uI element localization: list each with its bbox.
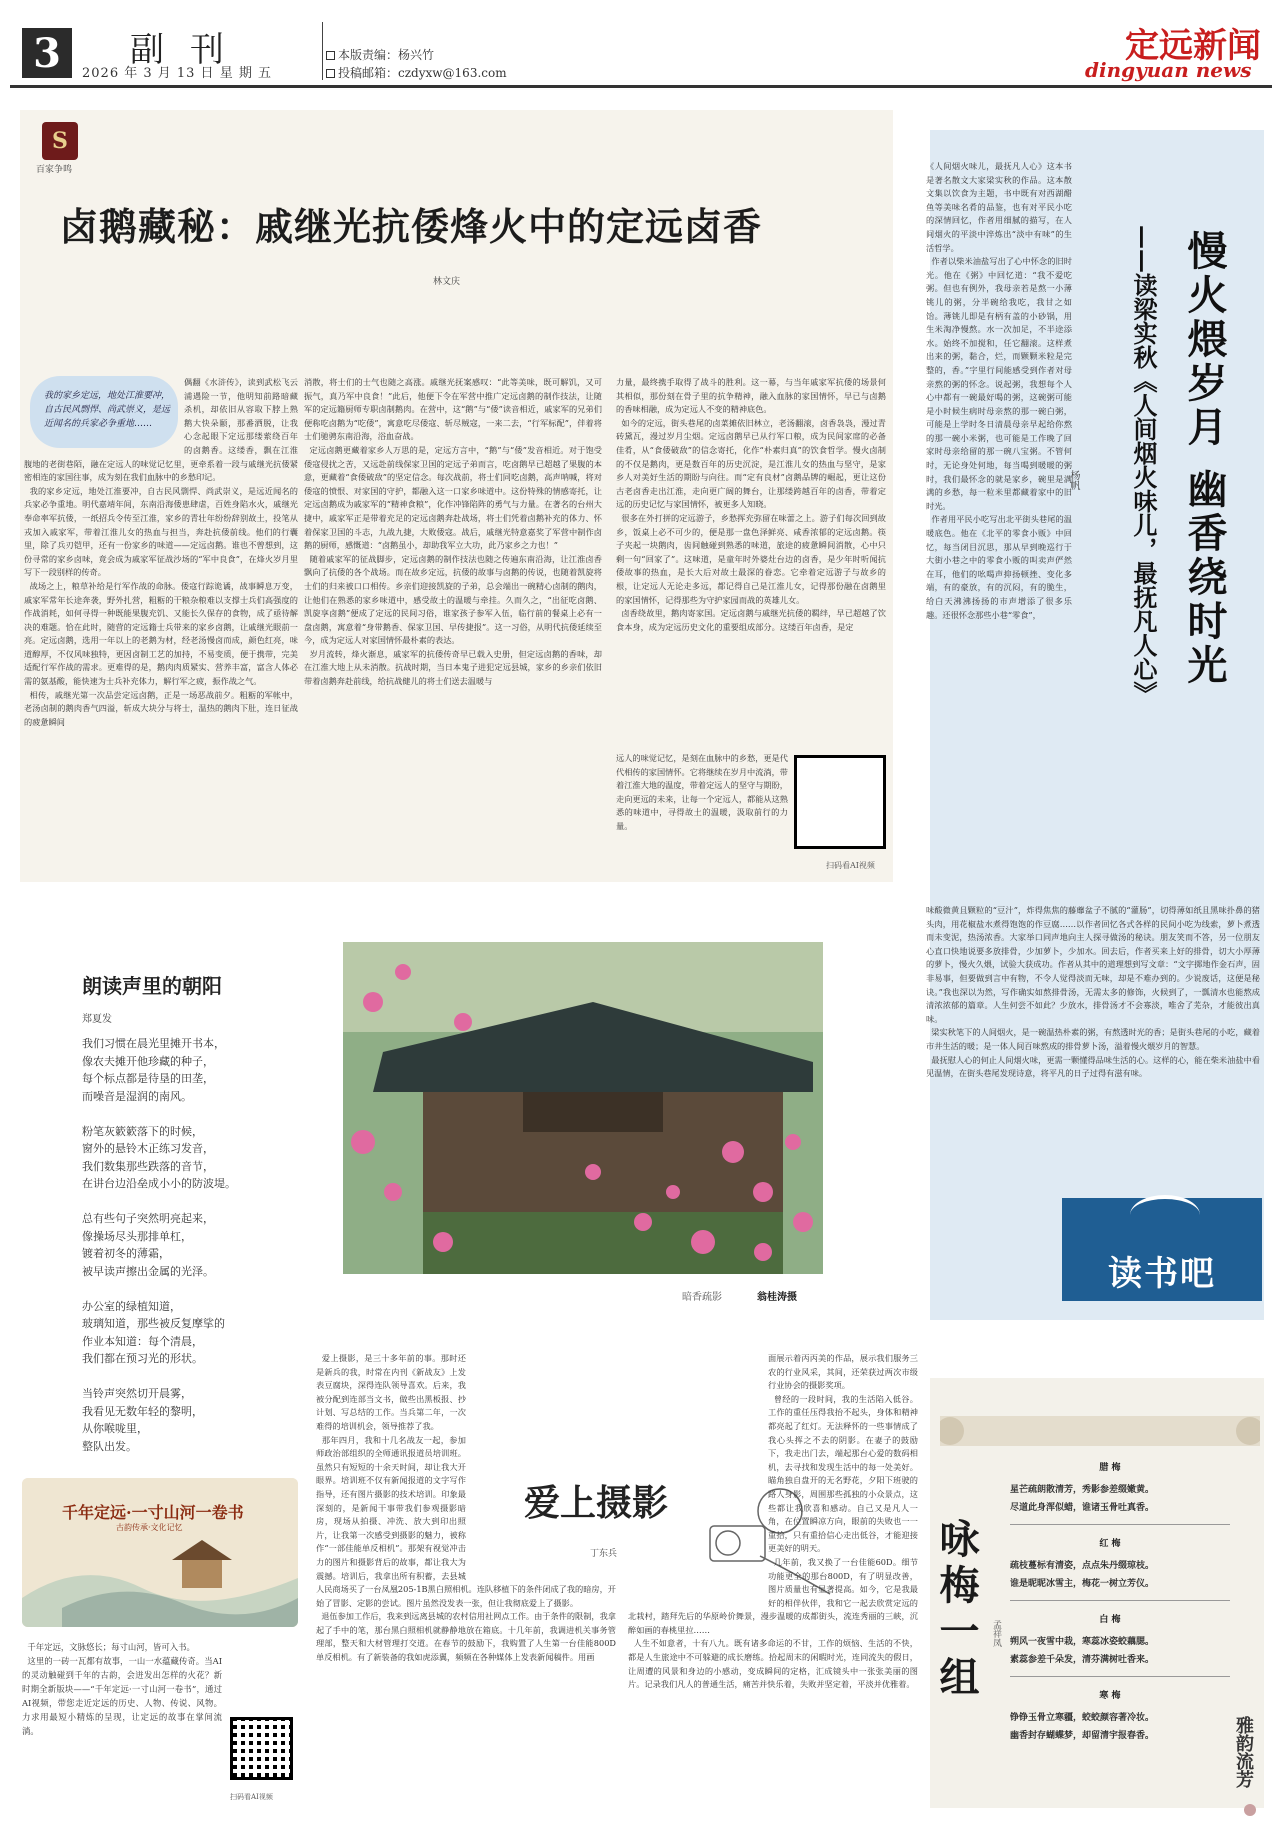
poem-divider: [1010, 1524, 1230, 1525]
scroll-icon: [940, 1396, 1260, 1466]
poem-divider: [1010, 1676, 1230, 1677]
qr-code-2[interactable]: [230, 1717, 293, 1780]
poem-line: 星芒疏朗散清芳，秀影参差缀嫩黄。: [1010, 1485, 1155, 1495]
poem-line: 素蕊参差千朵发，清芬满树吐香来。: [1010, 1655, 1155, 1665]
issue-date: 2026 年 3 月 13 日 星 期 五: [82, 66, 272, 81]
poem-heading: 腊 梅: [1099, 1463, 1121, 1473]
photo-article-column-2: [628, 1352, 918, 1818]
open-book-icon: [1130, 1195, 1200, 1235]
pull-quote: 我的家乡定远，地处江淮要冲，自古民风剽悍、尚武崇义，是远近闻名的兵家必争重地……: [30, 376, 178, 448]
checkbox-icon: [326, 69, 335, 78]
image-spacer: [628, 1352, 768, 1602]
email-text: 投稿邮箱：czdyxw@163.com: [338, 66, 507, 80]
scroll-decoration: [940, 1396, 1260, 1466]
article-author: 林文庆: [432, 277, 460, 287]
column-logo-caption: 百家争鸣: [36, 165, 73, 175]
poem-heading: 白 梅: [1099, 1615, 1121, 1625]
header-divider: [322, 22, 323, 80]
article-column-2: 消散，将士们的士气也随之高涨。戚继光抚案感叹：“此等美味，既可解饥，又可振气，真乃军中良食！”此后，他便下令在军营中推广定远卤鹅的制作技法，让随军的定远籍厨师专职卤制鹅肉。在营中，这“鹅”与“倭”读音相近，戚家军的兄弟们便称吃卤鹅为“吃倭”，寓意吃尽倭寇、斩尽贼寇，一来二去，“行军标配”，伴着将士们驰骋东南沿海，浴血奋战。 定远卤鹅更藏着家乡人万思的是，定远方言中，“鹅”与“倭”发音相近。对于饱受倭寇侵扰之苦，又远赴前线保家卫国的定远子弟而言，吃卤鹅早已超越了果腹的本意，更藏着“食倭破敌”的坚定信念。每次战前，将士们同吃卤鹅，高声呐喊，将对倭寇的愤恨、对家国的守护，都融入这一口家乡味道中。这份特殊的情感寄托，让定远卤鹅成为戚家军的“精神食粮”，化作冲锋陷阵的勇气与力量。在著名的台州大捷中，戚家军正是带着充足的定远卤鹅奔赴战场，将士们凭着卤鹅补充的体力、怀着保家卫国的斗志，九战九捷，大败倭寇。战后，戚继光特意嘉奖了军营中制作卤鹅的厨师，感慨道：“卤鹅虽小，却助我军立大功，此乃家乡之力也！” 随着戚家军的征战脚步，定远卤鹅的制作技法也随之传遍东南沿海，让江淮卤香飘向了抗倭的各个战场。而在故乡定远，抗倭的故事与卤鹅的传说，也随着凯旋将士们的归来被口口相传。乡亲们迎接凯旋的子弟，总会端出一碗精心卤制的鹅肉，让他们在熟悉的家乡味道中，感受故土的温暖与牵挂。久而久之，“出征吃卤鹅、凯旋享卤鹅”便成了定远的民间习俗，谁家孩子参军入伍，临行前的餐桌上必有一盘卤鹅，寓意着“身带鹅香、保家卫国、早传捷报”。这一习俗，从明代抗倭延续至今，成为定远人对家国情怀最朴素的表达。 岁月流转，烽火渐息，戚家军的抗倭传奇早已载入史册，但定远卤鹅的香味，却在江淮大地上从未消散。抗战时期，当日本鬼子进犯定远县城，家乡的乡亲们依旧带着卤鹅奔赴前线，给抗战健儿的将士们送去温暖与: [304, 377, 602, 687]
photo-article-column-1: [316, 1352, 616, 1818]
photo-plum-pavilion: [343, 942, 823, 1274]
right-article-body: 《人间烟火味儿，最抚凡人心》这本书是著名散文大家梁实秋的作品。这本散文集以饮食为主题，书中既有对西湖醋鱼等美味名肴的品鉴，也有对平民小吃的深情回忆，作者用细腻的描写，在人间烟火的平淡中淬炼出“淡中有味”的生活哲学。 作者以柴米油盐写出了心中怀念的旧时光。他在《粥》中回忆道：“我不爱吃粥。但也有例外，我母亲若是熬一小薄铫儿的粥，分半碗给我吃，我甘之如饴。薄铫儿即是有柄有盖的小砂锅，用生米淘净慢熬。水一次加足，不半途添水。始终不加搅和，任它翻滚。这样煮出来的粥，黏合，烂，而颗颗米粒是完整的，香。”字里行间能感受到作者对母亲熬的粥的怀念。说起粥，我想每个人心中都有一碗最好喝的粥，这碗粥可能是小时候生病时母亲熬的那一碗白粥，可能是上学时冬日清晨母亲早起给你熬的那一碗小米粥，也可能是工作晚了回家时母亲给留的那一碗八宝粥。不管何时，无论身处何地，每当喝到暖暖的粥时，我们最怀念的就是家乡，碗里是满满的乡愁，每一粒米里都藏着家中的旧时光。 作者用平民小吃写出北平街头巷尾的温暖底色。他在《北平的零食小贩》中回忆，每当闭目沉思，那从早到晚巡行于大街小巷之中的零食小贩的叫卖声俨然在耳，他们的吆喝声抑扬顿挫、变化多端，有的豪放，有的沉闷，有的脆生，给白天沸沸扬扬的市声增添了很多乐趣。还很怀念那些小巷“零食”，: [926, 161, 1072, 620]
qr-caption-2: 扫码看AI视频: [230, 1793, 273, 1801]
photo-illustration: [343, 942, 823, 1274]
photo-article-column-2-text: 面展示着丙丙美的作品，展示我们服务三农的行业风采，其间，还荣获过两次市级行业协会的摄影奖项。 曾经的一段时间，我的生活陷入低谷。工作的重任压得我抬不起头，身体和精神都亮起了红灯。无法释怀的一些事情成了我心头挥之不去的阴影。在妻子的鼓励下，我走出门去，端起那台心爱的数码相机，去寻找和发现生活中的每一处美好。瞄角独自盘开的无名野花，夕阳下班驶的路人身影，周围那些孤独的小众景点，这些都让我欣喜和感动。自己又是凡人一角，在位置瞬凉方向，眼前的失败也一一重拾，只有重拾信心走出低谷，才能迎接更美好的明天。 几年前，我又换了一台佳能60D。细节功能更全的那台800D，有了明显改善，图片质量也有显著提高。如今，它是我最好的相伴伙伴，我和它一起去欣赏定远的北栽村，踏拜先后的华原岭价舞景，漫步温暖的成都街头，流连秀丽的三峡，沉醉如画的春桃里拉…… 人生不如意者，十有八九。既有诸多命运的不甘，工作的烦恼、生活的不快，都是人生旅途中不可躲避的成长磨练。拾起周末的闲暇时光，连同流失的假日，让周遭的风景和身边的小感动，变成瞬间的定格，汇成镜头中一张张美丽的图片。记录我们凡人的普通生活，痛苦并快乐着，失败并坚定着，平淡并优雅着。: [628, 1353, 918, 1690]
photo-article-column-1-text: 爱上摄影，是三十多年前的事。那时还是新兵的我，时常在内刊《新战友》上发表豆腐块，深得连队领导喜欢。后来，我被分配到连部当文书，做些出黑板报、抄计划、写总结的工作。当兵第二年，一次难得的培训机会，领导推荐了我。 那年四月，我和十几名战友一起，参加师政治部组织的全师通讯报道员培训班。虽然只有短短的十余天时间，却让我大开眼界。培训班不仅有新闻报道的文字写作指导，还有图片摄影的技术培训。印象最深刻的，是新闻干事带我们参观摄影暗房，现场从拍摄、冲洗、放大到印出照片，让我第一次感受到摄影的魅力，被称作“一部佳能单反相机”。那架有视觉冲击力的图片和摄影背后的故事，都让我大为震撼。培训后，我拿出所有积蓄，去县城人民商场买了一台凤凰205-1B黑白照相机。连队移植下的条件闭成了我的暗房，开始了冒影、定影的尝试。图片虽然没发表一张，但让我彻底爱上了摄影。 退伍参加工作后，我来到远离县城的农村信用社网点工作。由于条件的限制，我拿起了手中的笔，那台黑白照相机就静静地放在箱底。十几年前，我调进机关事务管理部，整天和大材管理打交道。在春节的鼓励下，我购置了人生第一台佳能800D单反相机。有了新装备的我如虎添翼，频频在各种媒体上发表新闻稿件。用画: [316, 1353, 616, 1663]
poem-heading: 寒 梅: [1099, 1691, 1121, 1701]
banner-subtitle: 古韵传承·文化记忆: [116, 1523, 183, 1532]
brand-logo-en: dingyuan news: [1085, 58, 1252, 82]
email-line: [326, 64, 507, 81]
article-title: 卤鹅藏秘：戚继光抗倭烽火中的定远卤香: [60, 204, 763, 249]
right-article-body-2: 味酸微黄且颗粒的“豆汁”，炸得焦焦的藤蘼盆子不腻的“灌肠”，切得薄如纸且黑味扑鼻的猪头肉，用花椒盐水煮得饱饱的作豆腐……以作者回忆各式各样的民间小吃为线索，萝卜煮透而未变泥，热汤浓香。大家举口同声地向主人探寻做汤的秘诀。朋友笑而不答，另一位朋友心直口快地说要多放排骨，少加萝卜，少加水。回去后，作者买来上好的排骨，切大小厚薄的萝卜，慢火久煨，试验大获成功。作者从其中的道理想到写文章：“文字掷地作金石声，固非易事，但要做到言中有物，不令人觉得淡而无味，却是不难办到的。少说废话，这便是秘诀。”我也深以为然，写作确实如熬排骨汤，无需太多的修饰，火候到了，一瓢清水也能熬成清浓浓郁的篇章。人生何尝不如此？少放水，排骨汤才不会寡淡，唯舍了芜杂，才能彼出真味。 梁实秋笔下的人间烟火，是一碗温热朴素的粥，有熬透时光的香；是街头巷尾的小吃，藏着市井生活的暖；是一体人间百味熬成的排骨萝卜汤，溢着慢火煨岁月的智慧。 最抚慰人心的何止人间烟火味，更需一颗懂得品味生活的心。这样的心，能在柴米油盐中看见温情，在街头巷尾发现诗意，将平凡的日子过得有滋有味。: [926, 905, 1260, 1079]
checkbox-icon: [326, 51, 335, 60]
poem-heading: 红 梅: [1099, 1539, 1121, 1549]
title-spacer: [466, 1352, 616, 1580]
plum-blossom-icon: [1240, 1800, 1260, 1820]
poem-body: 我们习惯在晨光里摊开书本， 像农夫摊开他珍藏的种子， 每个标点都是待垦的田垄， 而噪音是湿润的南风。 粉笔灰簌簌落下的时候， 窗外的悬铃木正练习发音， 我们数集那些跌落的音节， 在讲台边沿垒成小小的防波堤。 总有些句子突然明亮起来， 像操场尽头那排单杠， 镀着初冬的薄霜， 被早读声擦出金属的光泽。 办公室的绿植知道， 玻璃知道，那些被反复摩挲的 作业本知道：每个清晨， 我们都在预习光的形状。 当铃声突然切开晨雾， 我看见无数年轻的黎明， 从你喉咙里， 整队出发。: [82, 1037, 236, 1453]
poem-author: 郑夏发: [82, 1014, 112, 1025]
page-number: 3: [22, 28, 72, 78]
qr-caption: 扫码看AI视频: [826, 861, 875, 870]
poem-line: 疏枝蔓标有清姿，点点朱丹缀琼枝。: [1010, 1561, 1155, 1571]
poem-line: 朔风一夜雪中栽，寒蕊冰姿蛟藕腮。: [1010, 1637, 1155, 1647]
article-column-1: [24, 376, 298, 862]
editor-text: 本版责编：杨兴竹: [338, 48, 435, 62]
plum-poems-title: 咏梅一组: [933, 1518, 980, 1702]
plum-poems-author: 孟祥凤: [991, 1620, 1001, 1647]
photo-credit: 翁桂涛摄: [757, 1292, 797, 1303]
photo-article-title: 爱上摄影: [524, 1482, 669, 1524]
poem-line: 谁是昵昵冰雪主，梅花一树立芳仪。: [1010, 1579, 1155, 1589]
banner-body: 千年定远，文脉悠长；每寸山河，皆可入书。 这里的一砖一瓦都有故事，一山一水蕴藏传奇。当AI的灵动触碰到千年的古韵，会迸发出怎样的火花？新时期全新版块——“千年定远·一寸山河一卷书”，通过AI视频，带您走近定远的历史、人物、传说、风物。力求用最短小精炼的呈现，让定远的故事在掌间流淌。: [22, 1642, 222, 1736]
poem-line: 铮铮玉骨立寒疆，蛟蛟颜容著冷妆。: [1010, 1713, 1155, 1723]
poem-line: 幽香封存蝴蝶梦，却留清宇报春香。: [1010, 1731, 1155, 1741]
right-article-title: 慢火煨岁月 幽香绕时光: [1181, 230, 1228, 688]
article-column-1-text: 偶翻《水浒传》，读到武松飞云浦遇险一节，他明知前路暗藏杀机，却依旧从容取下脖上熟鹅大快朵颐，那番洒脱，让我心念起眼下定远那缕萦绕百年的卤鹅香。这缕香，飘在江淮腹地的老街巷陌，融在定远人的味觉记忆里，更牵系着一段与戚继光抗倭紧密相连的家国往事，成为刻在我们血脉中的乡愁印记。 我的家乡定远，地处江淮要冲，自古民风剽悍、尚武崇义，是远近闻名的兵家必争重地。明代嘉靖年间，东南沿海倭患肆虐，百姓身陷水火，戚继光奉命率军抗倭，一纸招兵令传至江淮，家乡的青壮年纷纷辞别故土，投笔从戎加入戚家军，带着江淮儿女的热血与担当，奔赴抗倭前线。他们的行囊里，除了兵刃铠甲，还有一份家乡的味道——定远卤鹅。谁也不曾想到，这份寻常的家乡卤味，竟会成为戚家军征战沙场的“军中良食”，在烽火岁月里写下一段别样的传奇。 战场之上，粮草补给是行军作战的命脉。倭寇行踪诡谲，战事瞬息万变，戚家军常年长途奔袭，野外扎营，粗粝的干粮杂粮难以支撑士兵们高强度的作战消耗，如何寻得一种既能果腹充饥、又能长久保存的食物，成了亟待解决的难题。恰在此时，随营的定远籍士兵带来的家乡卤鹅，让戚继光眼前一亮。定远卤鹅，选用一年以上的老鹅为材，经老汤慢卤而成，颜色红亮，味道醇厚，不仅风味独特，更因卤制工艺的加持，不易变质，便于携带，完美适配行军作战的需求。更难得的是，鹅肉肉质紧实、营养丰富，富含人体必需的氨基酸，能快速为士兵补充体力，解行军之疲，振作战之气。 相传，戚继光第一次品尝定远卤鹅，正是一场恶战前夕。粗粝的军帐中，老汤卤制的鹅肉香气四溢，斩成大块分与将士，温热的鹅肉下肚，连日征战的疲惫瞬间: [24, 377, 298, 727]
right-article-subtitle: ——读梁实秋《人间烟火味儿，最抚凡人心》: [1129, 225, 1158, 705]
column-logo-icon: S: [42, 122, 78, 160]
poem-line: 尽道此身浑似蜡，谁诸玉骨吐真香。: [1010, 1503, 1155, 1513]
read-bar-icon: 读书吧: [1062, 1198, 1262, 1301]
brand-logo: 定远新闻: [1125, 26, 1261, 66]
pull-quote-spacer: [24, 376, 184, 446]
section-name: 副刊: [130, 30, 250, 70]
header-rule: [10, 85, 1272, 88]
qr-code[interactable]: [794, 755, 886, 849]
plum-corner-label: 雅韵流芳: [1233, 1716, 1254, 1788]
photo-caption: 暗香疏影: [682, 1292, 722, 1303]
photo-article-author: 丁东兵: [590, 1549, 618, 1559]
article-column-3b: 远人的味觉记忆，是刻在血脉中的乡愁，更是代代相传的家国情怀。它将继续在岁月中流淌，带着江淮大地的温度，带着定远人的坚守与期盼，走向更远的未来，让每一个定远人，都能从这熟悉的味道中，寻得故土的温暖，汲取前行的力量。: [616, 753, 788, 831]
editor-line: [326, 46, 434, 63]
poem-divider: [1010, 1600, 1230, 1601]
poem-title: 朗读声里的朝阳: [82, 974, 222, 998]
banner-title: 千年定远·一寸山河一卷书: [62, 1503, 244, 1522]
right-article-author: 杨帆: [1068, 470, 1079, 490]
article-column-3: 力量，最终携手取得了战斗的胜利。这一幕，与当年戚家军抗倭的场景何其相似，那份刻在骨子里的抗争精神，融入血脉的家国情怀，早已与卤鹅的香味相融，成为定远人不变的精神底色。 如今的定远，街头巷尾的卤菜摊依旧林立，老汤翻滚，卤香袅袅，漫过青砖黛瓦，漫过岁月尘烟。定远卤鹅早已从行军口粮，成为民间家席的必备佳肴，从“食倭破敌”的信念寄托，化作“朴素归真”的饮食哲学。慢火卤制的不仅是鹅肉，更是数百年的历史沉淀，是江淮儿女的热血与坚守，是家乡人对美好生活的期盼与向往。而“定有良材”卤鹅品牌的崛起，更让这份古老卤香走出江淮，走向更广阔的舞台，让那缕跨越百年的卤香，带着定远的历史记忆与家国情怀，被更多人知晓。 很多在外打拼的定远游子，乡愁挥充弥留在味蕾之上。游子们每次回到故乡，饭桌上必不可少的，便是那一盘色泽鲜亮、咸香浓郁的定远卤鹅。筷子夹起一块鹅肉，齿间触碰到熟悉的味道，旅途的疲惫瞬间消散，心中只剩一句“回家了”。这味道，是童年时外婆灶台边的卤香，是少年时听闻抗倭故事的热血，是长大后对故土最深的眷恋。它牵着定远游子与故乡的根，让定远人无论走多远，都记得自己是江淮儿女，记得那份融在卤鹅里的家国情怀，记得那些为守护家园而战的英雄儿女。 卤香绕故里，鹅肉寄家国。定远卤鹅与戚继光抗倭的羁绊，早已超越了饮食本身，成为定远历史文化的重要组成部分。这缕百年卤香，是定: [616, 377, 886, 632]
